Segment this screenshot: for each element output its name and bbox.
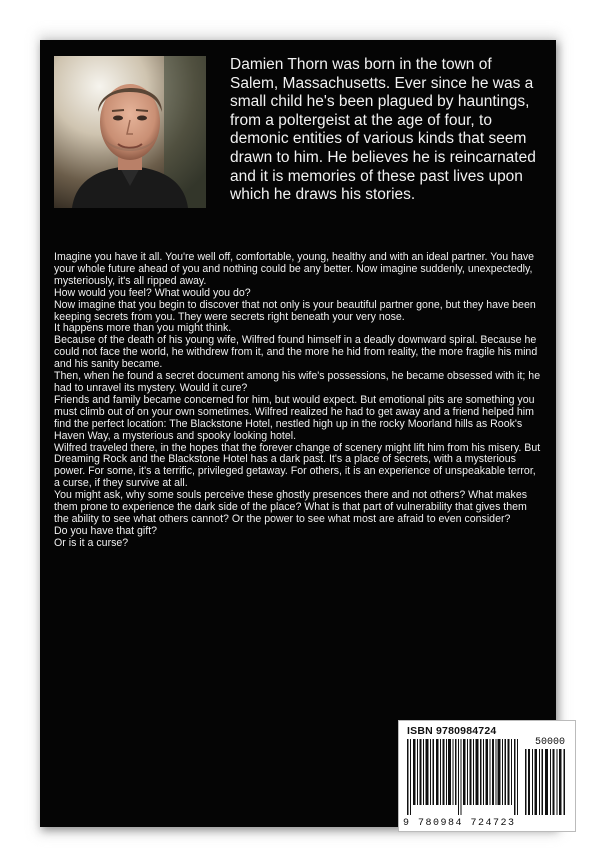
blurb-paragraph: Then, when he found a secret document among his wife's possessions, he became obsessed with it; he had to unravel its mystery. Would it cure? xyxy=(54,370,541,394)
blurb-paragraph: Because of the death of his young wife, Wilfred found himself in a deadly downward spiral. Because he could not face the world, he withdrew from it, and the more he hid from reality, the more fragile his mind and his sanity became. xyxy=(54,334,538,371)
isbn-label: ISBN 9780984724 xyxy=(407,725,497,737)
isbn-barcode xyxy=(398,720,576,832)
price-code: 50000 xyxy=(534,737,565,748)
blurb-paragraph: It happens more than you might think. xyxy=(54,322,232,335)
author-photo xyxy=(54,56,206,208)
book-blurb xyxy=(54,252,544,550)
author-bio: Damien Thorn was born in the town of Salem, Massachusetts. Ever since he was a small child he's been plagued by hauntings, from a poltergeist at the age of four, to demonic entities of various kinds that seem drawn to him. He believes he is reincarnated and it is memories of these past lives upon which he draws his stories. xyxy=(230,56,536,204)
blurb-paragraph: Imagine you have it all. You're well off, comfortable, young, healthy and with an ideal partner. You have your whole future ahead of you and nothing could be any better. Now imagine suddenly, unexpectedly, mysteriously, it's all ripped away. xyxy=(54,251,535,287)
blurb-paragraph: How would you feel? What would you do? xyxy=(54,286,251,299)
blurb-paragraph: Now imagine that you begin to discover that not only is your beautiful partner gone, but they have been keeping secrets from you. They were secrets right beneath your very nose. xyxy=(54,298,536,323)
barcode-digits: 9 780984 724723 xyxy=(403,818,516,829)
author-portrait-image xyxy=(54,56,206,208)
blurb-paragraph: Friends and family became concerned for him, but would expect. But emotional pits are something you must climb out of on your own sometimes. Wilfred realized he had to get away and a friend helped him find the perfect location: The Blackstone Hotel, nestled high up in the rocky Moorland hills as Rook's Haven Way, a mysterious and spooky looking hotel. xyxy=(54,393,535,442)
blurb-paragraph: Wilfred traveled there, in the hopes that the forever change of scenery might lift him from his misery. But Dreaming Rock and the Blackstone Hotel has a dark past. It's a place of secrets, with a mysterious power. For some, it's a terrific, privileged getaway. For others, it is an experience of unspeakable terror, a curse, if they survive at all. xyxy=(54,441,541,490)
blurb-paragraph: Or is it a curse? xyxy=(54,536,129,549)
blurb-paragraph: You might ask, why some souls perceive these ghostly presences there and not others? What makes them prone to experience the dark side of the place? What is that part of vulnerability that gives them the ability to see what others cannot? Or the power to see what most are afraid to even consider? xyxy=(54,489,528,525)
barcode-addon-bars xyxy=(525,749,567,815)
blurb-paragraph: Do you have that gift? xyxy=(54,524,158,537)
barcode-bars xyxy=(407,739,519,815)
